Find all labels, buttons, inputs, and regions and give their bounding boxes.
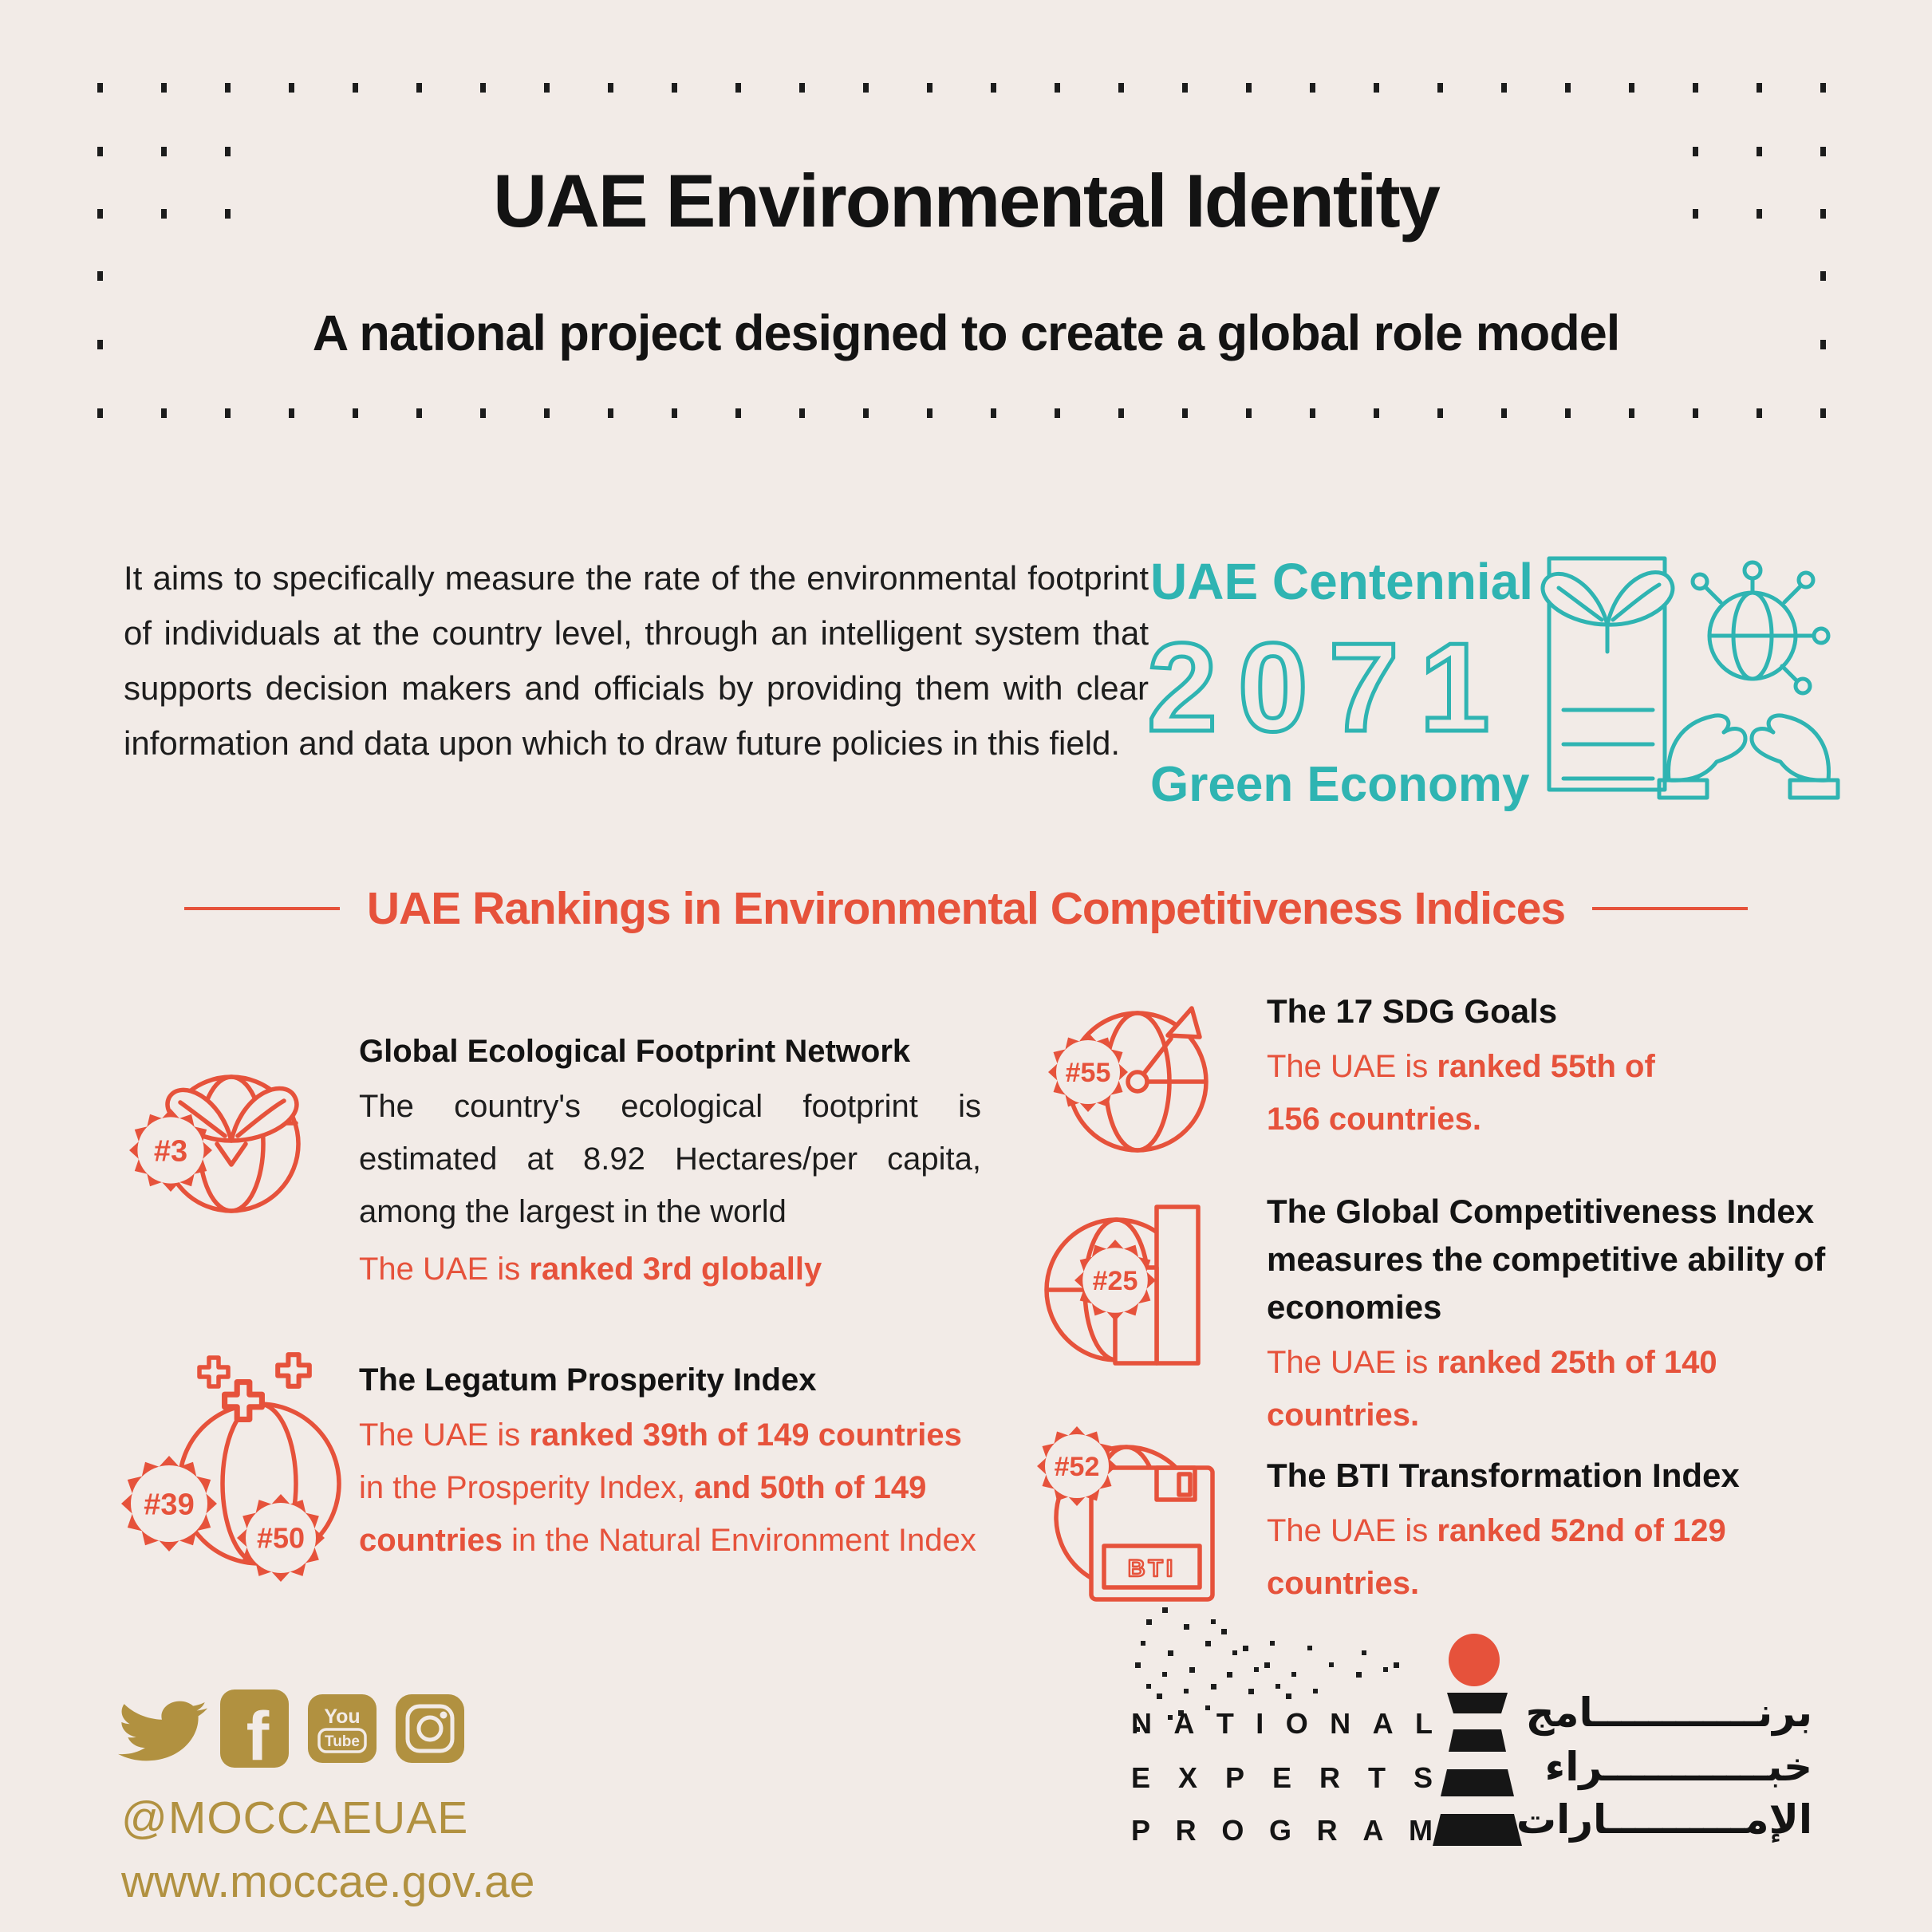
rank-highlight: The UAE is ranked 3rd globally — [359, 1252, 822, 1287]
centennial-year — [1144, 613, 1559, 756]
nep-line-arabic-3: الإمــــــــــارات — [1516, 1796, 1812, 1843]
nep-line-arabic-1: برنــــــــــــامج — [1525, 1690, 1812, 1736]
floppy-disk-icon — [1091, 1468, 1212, 1599]
intro-paragraph: It aims to specifically measure the rate of the environmental footprint of individuals at the country level, through an intelligent system that supports decision makers and officials by providing them with clear information and data upon which to draw future policies in this field. — [124, 559, 1149, 762]
rank-highlight: The UAE is ranked 39th of 149 countries in the Prosperity Index, and 50th of 149 countries in the Natural Environment Index — [359, 1417, 976, 1558]
rank-title: Global Ecological Footprint Network — [359, 1034, 911, 1069]
nep-line-arabic-2: خبــــــــــــراء — [1544, 1744, 1812, 1790]
rank-title: The 17 SDG Goals — [1267, 992, 1558, 1030]
svg-text:BTI: BTI — [1127, 1555, 1177, 1582]
website-url[interactable]: www.moccae.gov.ae — [121, 1856, 535, 1907]
rank-badge — [237, 1494, 325, 1582]
section-heading: UAE Rankings in Environmental Competitiveness Indices — [366, 883, 1566, 934]
twitter-icon[interactable] — [118, 1694, 207, 1768]
bti-index-icon — [1037, 1428, 1260, 1651]
svg-text:#55: #55 — [1065, 1057, 1111, 1088]
prosperity-index-icon — [120, 1348, 391, 1611]
rank-body: The country's ecological footprint is estimated at 8.92 Hectares/per capita, among the largest in the world — [359, 1089, 981, 1229]
competitiveness-index-icon — [1037, 1201, 1260, 1440]
facebook-icon[interactable] — [220, 1690, 289, 1768]
rank-title: The BTI Transformation Index — [1267, 1457, 1740, 1494]
nep-red-dot — [1449, 1634, 1500, 1686]
svg-text:#3: #3 — [153, 1134, 188, 1169]
centennial-title: UAE Centennial — [1150, 553, 1534, 610]
svg-text:#39: #39 — [144, 1488, 195, 1522]
rank-highlight: The UAE is ranked 55th of 156 countries. — [1267, 1049, 1655, 1137]
nep-line-national: N A T I O N A L — [1131, 1707, 1433, 1740]
section-heading-row — [120, 882, 1812, 935]
network-globe-icon — [1693, 562, 1828, 693]
nep-tower-icon — [1429, 1693, 1525, 1852]
centennial-subtitle: Green Economy — [1150, 757, 1530, 812]
page-subtitle: A national project designed to create a global role model — [312, 306, 1620, 361]
social-handle: @MOCCAEUAE — [121, 1792, 469, 1843]
instagram-icon[interactable] — [396, 1694, 464, 1763]
ecological-footprint-icon — [128, 1061, 383, 1300]
youtube-icon[interactable] — [308, 1694, 377, 1763]
nep-line-experts: E X P E R T S — [1131, 1761, 1433, 1794]
rank-title: The Legatum Prosperity Index — [359, 1362, 817, 1398]
svg-text:#25: #25 — [1092, 1265, 1138, 1296]
svg-text:You: You — [324, 1705, 361, 1728]
green-economy-icon — [1525, 546, 1844, 810]
svg-text:Tube: Tube — [325, 1733, 360, 1750]
rank-highlight: The UAE is ranked 25th of 140 countries. — [1267, 1345, 1717, 1433]
svg-text:f: f — [246, 1698, 270, 1768]
rank-title: The Global Competitiveness Index measures the competitive ability of economies — [1267, 1193, 1826, 1326]
hands-icon — [1659, 716, 1838, 798]
nep-line-program: P R O G R A M — [1131, 1814, 1433, 1847]
svg-text:2071: 2071 — [1147, 617, 1511, 756]
rank-badge — [1048, 1032, 1128, 1112]
leaf-icon — [1543, 572, 1673, 652]
svg-text:#50: #50 — [256, 1521, 306, 1555]
sdg-goals-icon — [1051, 1002, 1251, 1201]
heading-rule-left — [184, 907, 340, 910]
heading-rule-right — [1592, 907, 1748, 910]
svg-text:#52: #52 — [1054, 1451, 1100, 1482]
rank-highlight: The UAE is ranked 52nd of 129 countries. — [1267, 1513, 1726, 1601]
page-title: UAE Environmental Identity — [493, 159, 1439, 242]
